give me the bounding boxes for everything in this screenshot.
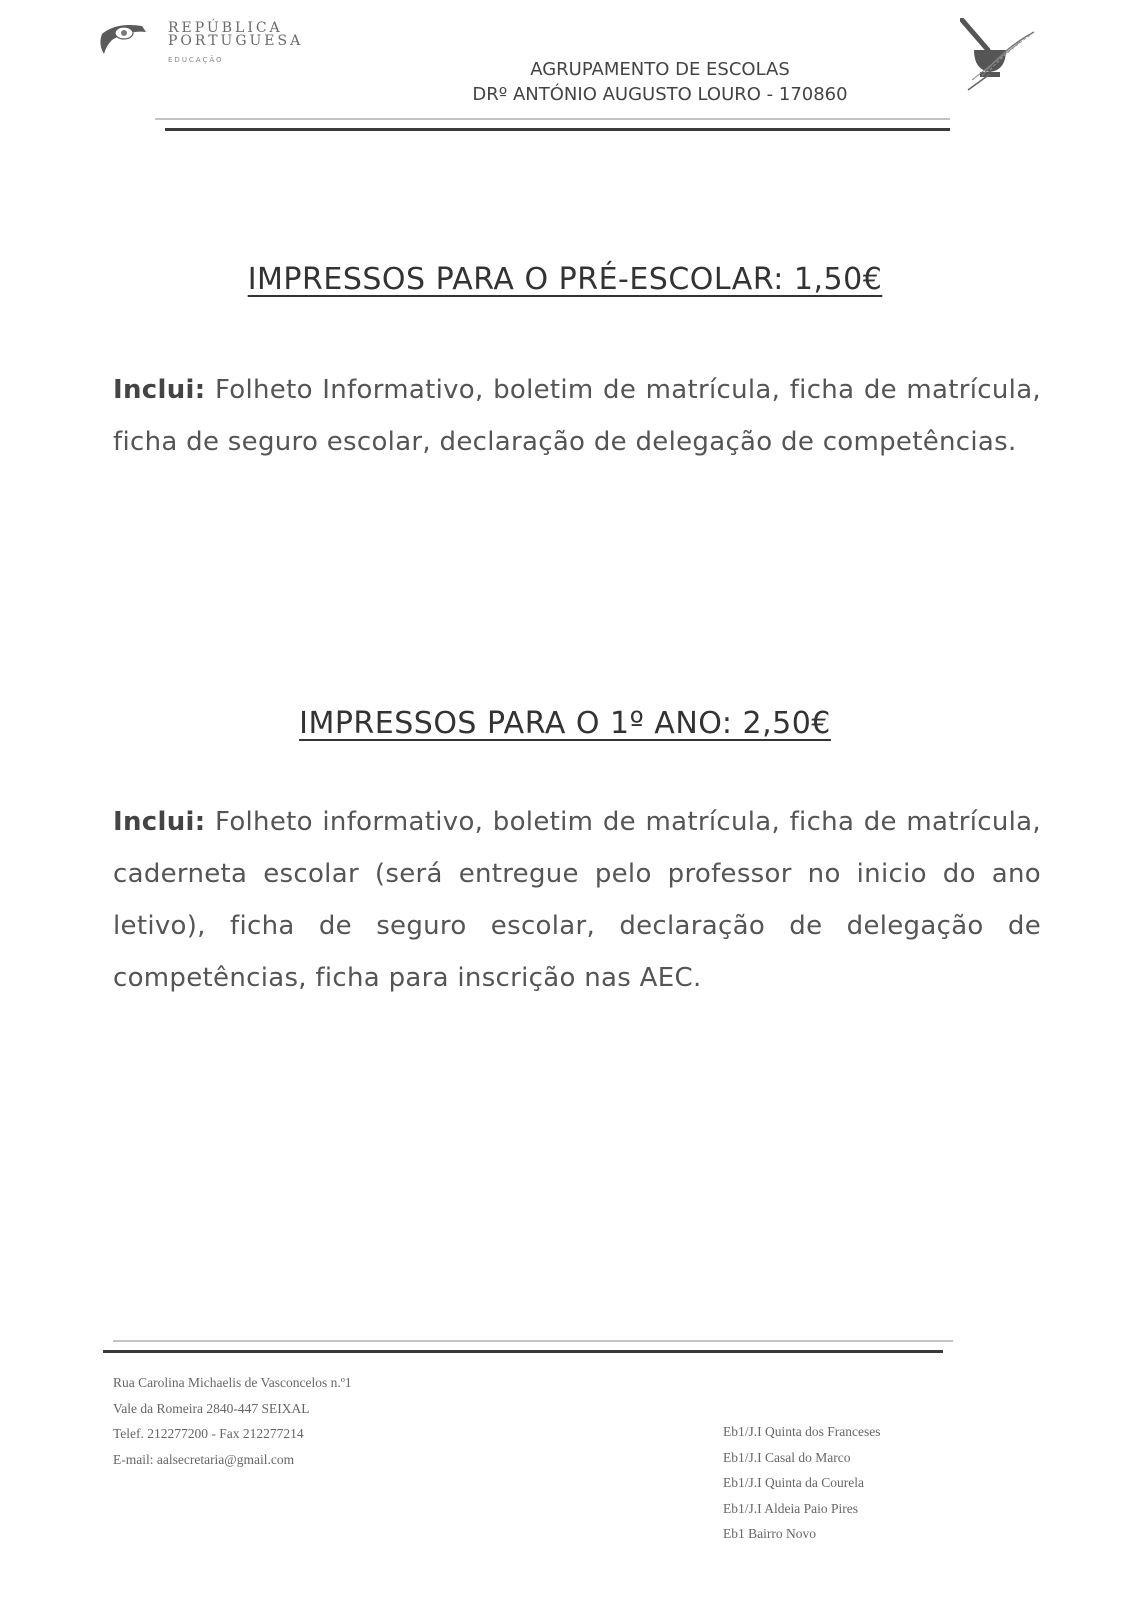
mortar-pestle-emblem-icon xyxy=(960,18,1040,102)
educacao-text: EDUCAÇÃO xyxy=(168,56,224,64)
school-line-1: AGRUPAMENTO DE ESCOLAS xyxy=(530,59,790,80)
address-city: Vale da Romeira 2840-447 SEIXAL xyxy=(113,1400,310,1416)
footer-schools-list xyxy=(723,1419,880,1547)
footer-rule-thick xyxy=(103,1350,943,1353)
republica-text: REPÚBLICA xyxy=(168,20,283,36)
header-rule-thick xyxy=(165,128,950,131)
section-1-title: IMPRESSOS PARA O PRÉ-ESCOLAR: 1,50€ xyxy=(247,262,883,297)
school-item: Eb1/J.I Quinta da Courela xyxy=(723,1475,864,1490)
school-item: Eb1/J.I Aldeia Paio Pires xyxy=(723,1500,858,1516)
republica-portuguesa-logo xyxy=(98,20,368,70)
section-1-paragraph xyxy=(113,364,1041,468)
section-2-text: Folheto informativo, boletim de matrícula, ficha de matrícula, caderneta escolar (será entregue pelo professor no inicio do ano letivo), ficha de seguro escolar, declaração de delegação de competências, ficha para inscrição nas AEC. xyxy=(113,807,1041,993)
section-2-paragraph xyxy=(113,796,1041,1004)
footer-address xyxy=(113,1370,352,1472)
section-1-label: Inclui: xyxy=(113,375,206,405)
footer-rule-thin xyxy=(113,1340,953,1342)
address-street: Rua Carolina Michaelis de Vasconcelos n.º1 xyxy=(113,1375,352,1390)
section-2-title: IMPRESSOS PARA O 1º ANO: 2,50€ xyxy=(299,706,831,741)
portuguesa-text: PORTUGUESA xyxy=(168,33,304,49)
address-email: E-mail: aalsecretaria@gmail.com xyxy=(113,1451,295,1467)
school-item: Eb1/J.I Casal do Marco xyxy=(723,1449,851,1465)
flag-emblem-icon xyxy=(98,22,150,58)
school-item: Eb1 Bairro Novo xyxy=(723,1526,816,1541)
address-phone: Telef. 212277200 - Fax 212277214 xyxy=(113,1426,304,1441)
section-2-label: Inclui: xyxy=(113,807,206,837)
section-1-text: Folheto Informativo, boletim de matrícula, ficha de matrícula, ficha de seguro escolar, declaração de delegação de competências. xyxy=(113,375,1041,457)
header-rule-thin xyxy=(155,118,950,120)
school-item: Eb1/J.I Quinta dos Franceses xyxy=(723,1424,881,1439)
school-line-2: DRº ANTÓNIO AUGUSTO LOURO - 170860 xyxy=(472,84,848,105)
school-name-block xyxy=(440,57,880,107)
